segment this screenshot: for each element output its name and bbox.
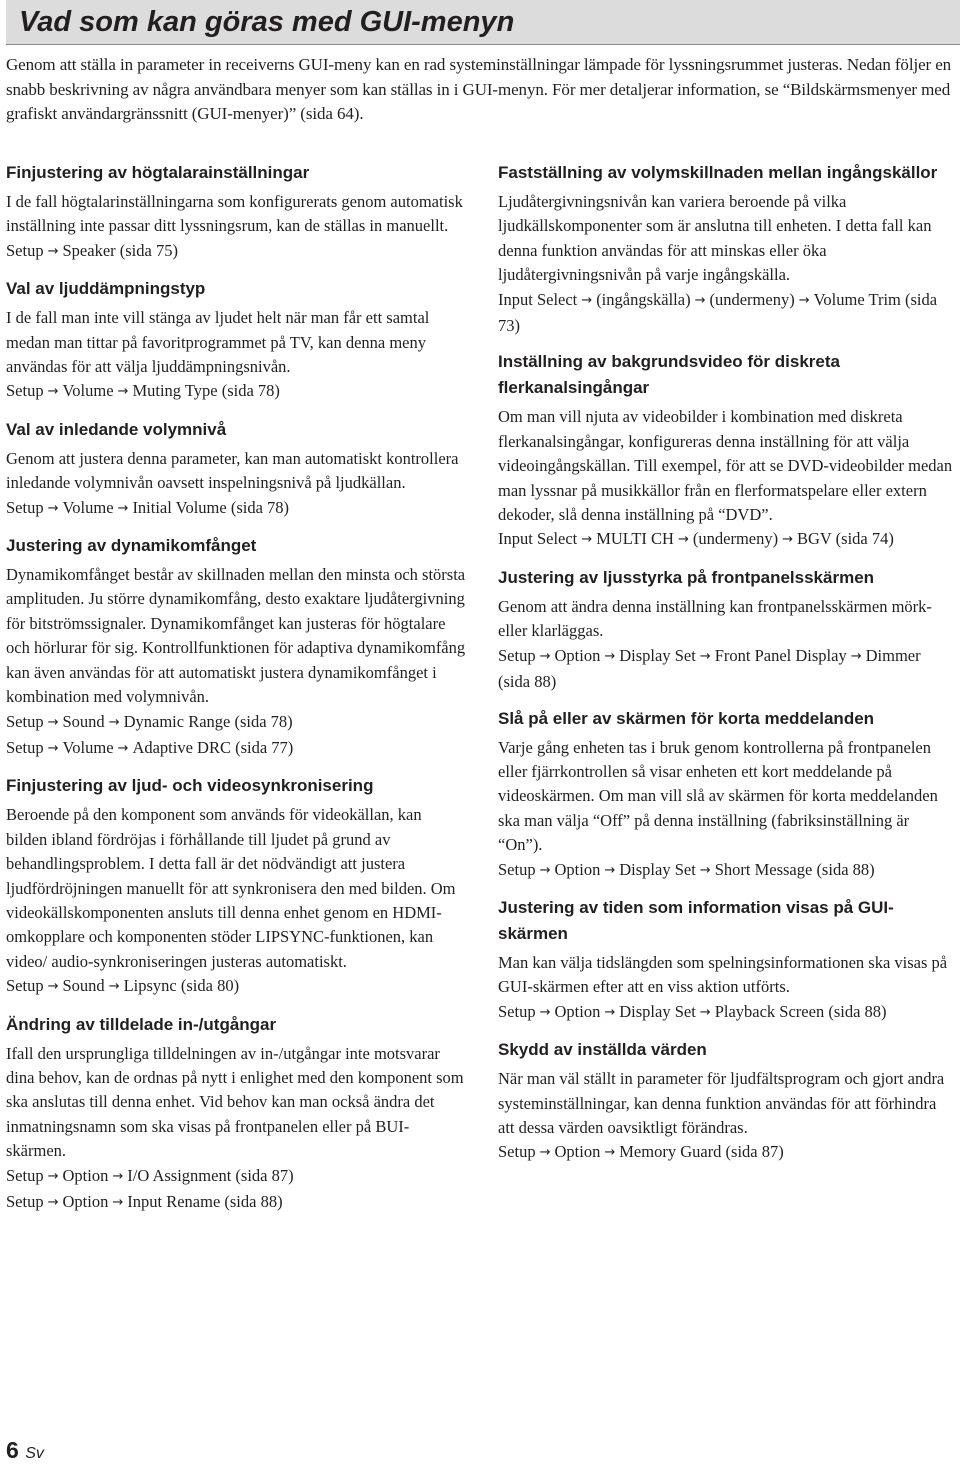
page-number: 6 bbox=[6, 1437, 19, 1463]
menu-path-step: Speaker (sida 75) bbox=[62, 240, 178, 260]
menu-path-step: Setup bbox=[6, 976, 44, 996]
right-arrow-icon: → bbox=[47, 1168, 59, 1184]
right-arrow-icon: → bbox=[47, 500, 59, 516]
menu-path bbox=[6, 379, 466, 405]
language-code: Sv bbox=[25, 1445, 44, 1462]
menu-path-step: Input Select bbox=[498, 529, 578, 549]
right-arrow-icon: → bbox=[117, 500, 129, 516]
section-body: Man kan välja tidslängden som spelningsinformationen ska visas på GUI-skärmen efter att en viss aktion utförts. bbox=[498, 952, 948, 997]
right-arrow-icon: → bbox=[47, 714, 59, 730]
section-heading: Val av inledande volymnivå bbox=[6, 419, 227, 439]
menu-path-step: Setup bbox=[6, 381, 44, 401]
section bbox=[498, 349, 956, 553]
right-arrow-icon: → bbox=[47, 979, 59, 995]
right-arrow-icon: → bbox=[539, 1145, 551, 1161]
menu-path bbox=[498, 1000, 956, 1026]
right-arrow-icon: → bbox=[539, 648, 551, 664]
right-arrow-icon: → bbox=[108, 714, 120, 730]
right-arrow-icon: → bbox=[694, 292, 706, 308]
right-arrow-icon: → bbox=[699, 862, 711, 878]
section bbox=[498, 706, 956, 884]
section-body: Varje gång enheten tas i bruk genom kontrollerna på frontpanelen eller fjärrkontrollen så visar enheten ett kort meddelande på videoskärmen. Om man vill slå av skärmen för korta meddelanden ska man välja “Off” på denna inställning (fabriksinställning är “On”). bbox=[498, 737, 938, 855]
right-arrow-icon: → bbox=[782, 532, 793, 548]
section bbox=[498, 565, 956, 695]
section-body: När man väl ställt in parameter för ljudfältsprogram och gjort andra systeminställningar, kan denna funktion användas för att förhindra att dessa värden oavsiktligt förändras. bbox=[498, 1069, 945, 1137]
section-heading: Slå på eller av skärmen för korta meddelanden bbox=[498, 708, 875, 728]
right-arrow-icon: → bbox=[581, 292, 593, 308]
menu-path-step: Setup bbox=[6, 1192, 44, 1211]
menu-path-step: Option bbox=[554, 645, 601, 665]
right-arrow-icon: → bbox=[604, 648, 616, 664]
menu-path bbox=[498, 1140, 956, 1166]
section bbox=[6, 773, 466, 1000]
menu-path bbox=[498, 527, 956, 553]
menu-path-step: Volume bbox=[62, 381, 114, 401]
menu-path-step: (undermeny) bbox=[709, 289, 795, 309]
menu-path-step: Option bbox=[554, 859, 601, 879]
section bbox=[6, 1012, 466, 1217]
menu-path-step: Setup bbox=[498, 1001, 536, 1021]
page-title: Vad som kan göras med GUI-menyn bbox=[19, 6, 515, 38]
menu-path-step: Setup bbox=[498, 1142, 536, 1162]
left-column bbox=[6, 160, 466, 1227]
menu-path bbox=[6, 736, 466, 762]
menu-path-step: Option bbox=[62, 1192, 109, 1211]
section-body: Ljudåtergivningsnivån kan variera beroende på vilka ljudkällskomponenter som är anslutna till enheten. I detta fall kan denna funktion användas för att minskas eller öka ljudåtergivningsnivån på varje ingångskälla. bbox=[498, 192, 932, 285]
right-arrow-icon: → bbox=[699, 1004, 711, 1020]
menu-path-step: (undermeny) bbox=[692, 529, 779, 549]
menu-path bbox=[498, 858, 956, 884]
menu-path-step: Adaptive DRC (sida 77) bbox=[132, 737, 294, 757]
menu-path-step: Volume bbox=[62, 737, 114, 757]
section-heading: Ändring av tilldelade in-/utgångar bbox=[6, 1014, 277, 1034]
section-body: Genom att justera denna parameter, kan man automatiskt kontrollera inledande volymnivån oavsett inspelningsnivå på ljudkällan. bbox=[6, 448, 459, 493]
menu-path-step: Playback Screen (sida 88) bbox=[714, 1001, 887, 1021]
section-heading: Val av ljuddämpningstyp bbox=[6, 279, 206, 299]
right-arrow-icon: → bbox=[604, 862, 616, 878]
menu-path-step: Lipsync (sida 80) bbox=[123, 976, 240, 996]
section-heading: Justering av tiden som information visas på GUI-skärmen bbox=[498, 897, 894, 943]
right-arrow-icon: → bbox=[108, 979, 120, 995]
menu-path-step: Input Rename (sida 88) bbox=[127, 1192, 283, 1211]
menu-path-step: Dimmer (sida 88) bbox=[498, 645, 921, 692]
right-arrow-icon: → bbox=[47, 243, 59, 259]
section-heading: Skydd av inställda värden bbox=[498, 1040, 707, 1060]
right-column bbox=[498, 160, 956, 1178]
menu-path-step: Display Set bbox=[619, 859, 696, 879]
menu-path-step: (ingångskälla) bbox=[596, 289, 691, 309]
menu-path-step: Display Set bbox=[619, 1001, 696, 1021]
menu-path-step: Setup bbox=[6, 737, 44, 757]
section-heading: Justering av ljusstyrka på frontpanelsskärmen bbox=[498, 567, 875, 587]
menu-path-step: Sound bbox=[62, 976, 105, 996]
right-arrow-icon: → bbox=[581, 532, 593, 548]
title-bar bbox=[6, 0, 960, 45]
section-body: I de fall man inte vill stänga av ljudet helt när man får ett samtal medan man tittar på favoritprogrammet på TV, kan denna meny användas för att välja ljuddämpningsnivån. bbox=[6, 308, 430, 377]
menu-path-step: Display Set bbox=[619, 645, 696, 665]
menu-path bbox=[6, 1190, 466, 1216]
section bbox=[6, 160, 466, 265]
menu-path-step: Setup bbox=[6, 240, 44, 260]
section-heading: Fastställning av volymskillnaden mellan ingångskällor bbox=[498, 163, 938, 182]
right-arrow-icon: → bbox=[112, 1168, 124, 1184]
right-arrow-icon: → bbox=[539, 862, 551, 878]
intro-paragraph: Genom att ställa in parameter in receiverns GUI-meny kan en rad systeminställningar lämpade för lyssningsrummet justeras. Nedan följer en snabb beskrivning av några användbara menyer som kan ställas in i GUI-menyn. För mer detaljerar information, se “Bildskärmsmenyer med grafiskt användargränssnitt (GUI-menyer)” (sida 64). bbox=[6, 55, 952, 123]
menu-path bbox=[6, 239, 466, 265]
menu-path-step: Front Panel Display bbox=[714, 645, 847, 665]
right-arrow-icon: → bbox=[604, 1145, 616, 1161]
right-arrow-icon: → bbox=[117, 384, 129, 400]
menu-path-step: Setup bbox=[498, 645, 536, 665]
right-arrow-icon: → bbox=[117, 740, 129, 756]
menu-path-step: Setup bbox=[6, 1165, 44, 1185]
section-body: Ifall den ursprungliga tilldelningen av in-/utgångar inte motsvarar dina behov, kan de ordnas på nytt i enlighet med den komponent som ska anslutas till denna enhet. Vid behov kan man också ändra det inmatningsnamn som ska visas på frontpanelen eller på BUI-skärmen. bbox=[6, 1043, 464, 1161]
menu-path-step: Dynamic Range (sida 78) bbox=[123, 711, 293, 731]
section-body: I de fall högtalarinställningarna som konfigurerats genom automatisk inställning inte passar ditt lyssningsrum, kan de ställas in manuellt. bbox=[6, 192, 463, 236]
section-heading: Finjustering av högtalarainställningar bbox=[6, 163, 310, 182]
right-arrow-icon: → bbox=[798, 292, 810, 308]
section-heading: Finjustering av ljud- och videosynkronisering bbox=[6, 776, 374, 796]
menu-path-step: Option bbox=[554, 1142, 601, 1162]
menu-path-step: Setup bbox=[6, 497, 44, 517]
section bbox=[498, 895, 956, 1026]
right-arrow-icon: → bbox=[604, 1004, 616, 1020]
right-arrow-icon: → bbox=[112, 1195, 124, 1210]
menu-path-step: BGV (sida 74) bbox=[797, 529, 894, 549]
menu-path-step: Option bbox=[554, 1001, 601, 1021]
menu-path bbox=[6, 1164, 466, 1190]
menu-path-step: Setup bbox=[6, 711, 44, 731]
section-body: Dynamikomfånget består av skillnaden mellan den minsta och största amplituden. Ju större dynamikomfång, desto exaktare ljudåtergivning för bitströmssignaler. Dynamikomfånget kan justeras för högtalare och hörlurar för sig. Kontrollfunktionen för adaptiva dynamikomfång kan även användas för att automatiskt justera dynamikomfånget i kombination med volymnivån. bbox=[6, 565, 466, 707]
menu-path-step: Volume bbox=[62, 497, 114, 517]
menu-path bbox=[6, 496, 466, 522]
menu-path-step: Option bbox=[62, 1165, 109, 1185]
menu-path bbox=[498, 644, 956, 695]
section-heading: Inställning av bakgrundsvideo för diskreta flerkanalsingångar bbox=[498, 352, 840, 398]
menu-path-step: MULTI CH bbox=[596, 529, 674, 549]
section bbox=[6, 276, 466, 406]
right-arrow-icon: → bbox=[47, 740, 59, 756]
menu-path-step: I/O Assignment (sida 87) bbox=[127, 1165, 294, 1185]
menu-path-step: Short Message (sida 88) bbox=[714, 859, 875, 879]
right-arrow-icon: → bbox=[539, 1004, 551, 1020]
right-arrow-icon: → bbox=[47, 1195, 59, 1210]
section-body: Genom att ändra denna inställning kan frontpanelsskärmen mörk- eller klarläggas. bbox=[498, 596, 932, 641]
right-arrow-icon: → bbox=[699, 648, 711, 664]
right-arrow-icon: → bbox=[47, 384, 59, 400]
menu-path bbox=[498, 288, 956, 339]
right-arrow-icon: → bbox=[850, 648, 862, 664]
menu-path-step: Muting Type (sida 78) bbox=[132, 381, 280, 401]
section-heading: Justering av dynamikomfånget bbox=[6, 536, 257, 556]
menu-path-step: Volume Trim (sida 73) bbox=[498, 289, 938, 336]
section-body: Beroende på den komponent som används för videokällan, kan bilden ibland fördröjas i förhållande till ljudet på grund av behandlingsproblem. I detta fall är det nödvändigt att justera ljudfördröjningen manuellt för att synkronisera den med bilden. Om videokällskomponenten ansluts till denna enhet genom en HDMI-omkopplare och komponenten stöder LIPSYNC-funktionen, kan video/ audio-synkroniseringen justeras automatiskt. bbox=[6, 805, 456, 971]
menu-path bbox=[6, 974, 466, 1000]
section-body: Om man vill njuta av videobilder i kombination med diskreta flerkanalsingångar, konfigureras denna inställning för att välja videoingångskällan. Till exempel, för att se DVD-videobilder medan man lyssnar på musikkällor från en flerformatspelare eller extern dekoder, slå denna inställning på “DVD”. bbox=[498, 407, 953, 525]
page-footer bbox=[6, 1437, 44, 1464]
section bbox=[498, 1037, 956, 1167]
section bbox=[6, 533, 466, 762]
section bbox=[498, 160, 956, 338]
menu-path-step: Sound bbox=[62, 711, 105, 731]
menu-path-step: Input Select bbox=[498, 289, 578, 309]
right-arrow-icon: → bbox=[677, 532, 689, 548]
menu-path-step: Setup bbox=[498, 859, 536, 879]
section bbox=[6, 417, 466, 522]
menu-path-step: Initial Volume (sida 78) bbox=[132, 497, 290, 517]
menu-path bbox=[6, 710, 466, 736]
menu-path-step: Memory Guard (sida 87) bbox=[619, 1142, 784, 1162]
